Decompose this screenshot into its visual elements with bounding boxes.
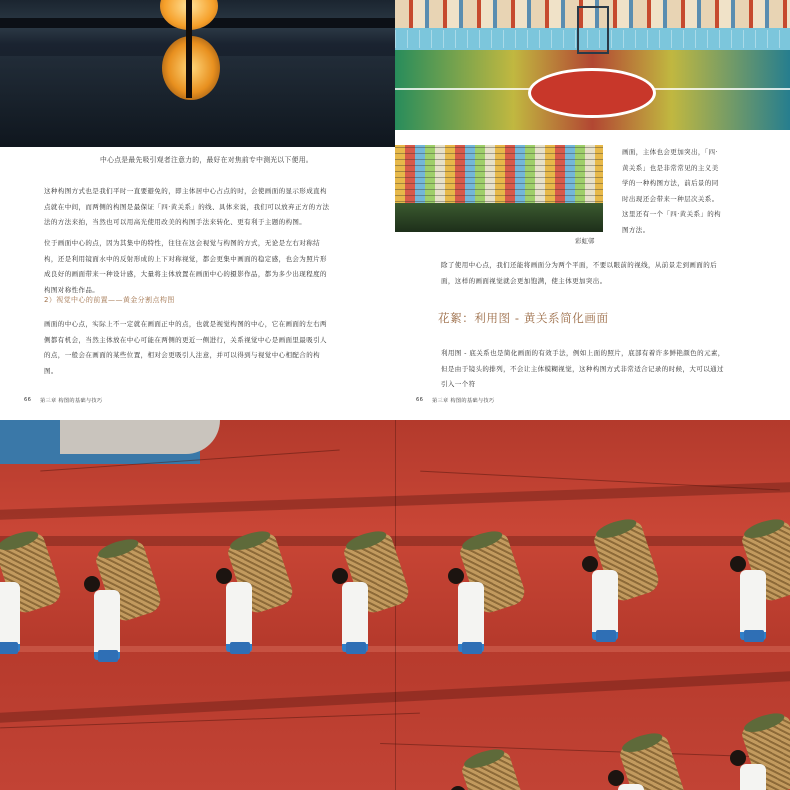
basket-carrier-figure	[446, 538, 524, 656]
section-subheading: 2）视觉中心的前置——黄金分割点构图	[44, 296, 175, 304]
basket-carrier-figure	[580, 526, 658, 644]
section-heading: 花絮：利用图 - 黄关系简化画面	[438, 311, 609, 325]
right-paragraph-2: 利用图 - 底关系也是简化画面的有效手法，例如上面的照片，底部有着许多鲜艳颜色的元素，但是由于镜头的排列，不会让主体模糊视觉，这种构图方式非常适合记录的时候，大可以通过引入一个符	[441, 349, 725, 388]
court-center-circle	[528, 68, 656, 118]
basket-carrier-figure	[728, 526, 790, 644]
left-paragraph-2: 位于画面中心的点，因为其集中的特性，往往在这会视觉与构图的方式，无论是左右对称结构，还是利用镜面水中的反射形成的上下对称视觉，都会更集中画面的稳定感，也会为照片形成良好的画面带来一种设计感，大量将主体放置在画面中心的摄影作品，都为多少出现程度的构图对称性作品。	[44, 239, 327, 294]
running-footer-left: 第三章 构图的基础与技巧	[40, 398, 103, 404]
photo-sunset-reflection	[0, 0, 395, 147]
basket-carrier-figure	[330, 538, 408, 656]
right-side-paragraph-2: 这里还有一个「四·黄关系」的构图方法。	[622, 210, 722, 234]
basketball-hoop	[577, 6, 609, 54]
photo-red-wall-carriers	[0, 420, 790, 790]
basket-carrier-figure	[448, 756, 526, 790]
page-number-left: 66	[24, 397, 32, 403]
basket-carrier-figure	[82, 546, 160, 664]
photo-caption-estate: 彩虹邨	[575, 237, 595, 245]
running-footer-right: 第三章 构图的基础与技巧	[432, 398, 495, 404]
page-number-right: 66	[416, 397, 424, 403]
person-silhouette	[186, 0, 192, 98]
left-paragraph-3: 画面的中心点，实际上不一定就在画面正中的点，也就是视觉构图的中心，它在画面的左右两侧都有机会，当然主体放在中心可能在两侧的更近一侧进行，关系视觉中心是画面里最吸引人的点，一般会在画面的某些位置，相对会更吸引人注意，并可以得到与视觉中心相配合的构图。	[44, 320, 327, 375]
right-paragraph-main: 除了使用中心点，我们还能将画面分为两个平面，不要以眼前的视线，从前景走到画面的后面，这样的画面视觉就会更加饱满，使主体更加突出。	[441, 261, 717, 285]
photo-caption: 中心点是最先吸引观者注意力的，最好在对焦前专中测光以下便用。	[100, 156, 313, 164]
photo-basketball-court	[395, 0, 790, 130]
basket-carrier-figure	[606, 740, 684, 790]
right-side-paragraph-1: 画面，主体也会更加突出，「四·黄关系」也是非常常见的主义美学的一种构图方法，前后景的同时出现还会带来一种层次关系。	[622, 148, 719, 203]
left-paragraph-1: 这种构图方式也是我们平时一直要避免的，即主体居中心占点的时，会使画面的显示形成直构 点就在中间，而两侧的构图是最保证「四·黄关系」的线、具体来说，我们可以放弃正方的方法 法的方法来拍，当然也可以用高光使用改美的构图手法来转化、更有利于主题的构图。	[44, 187, 330, 226]
basket-carrier-figure	[0, 538, 60, 656]
basket-carrier-figure	[728, 720, 790, 790]
photo-rainbow-estate	[395, 145, 603, 232]
basket-carrier-figure	[214, 538, 292, 656]
